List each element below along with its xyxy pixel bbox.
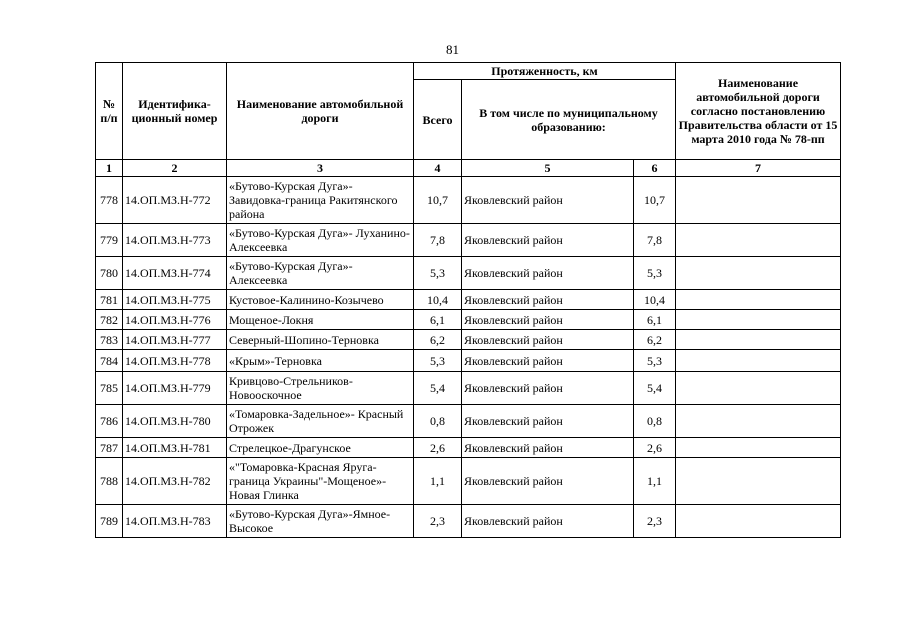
length-total: 0,8 <box>414 405 462 438</box>
table-row <box>96 290 841 310</box>
length-total: 5,4 <box>414 372 462 405</box>
row-number: 783 <box>96 330 123 350</box>
column-numbers-row <box>96 160 841 177</box>
table-row <box>96 350 841 372</box>
length-total: 6,1 <box>414 310 462 330</box>
district: Яковлевский район <box>462 224 634 257</box>
column-number: 5 <box>462 160 634 177</box>
district: Яковлевский район <box>462 330 634 350</box>
district: Яковлевский район <box>462 458 634 505</box>
length-district: 10,4 <box>634 290 676 310</box>
resolution-name <box>676 224 841 257</box>
header-num: № п/п <box>96 63 123 160</box>
header-length: Протяженность, км <box>414 63 676 80</box>
column-number: 7 <box>676 160 841 177</box>
table-row <box>96 224 841 257</box>
length-district: 0,8 <box>634 405 676 438</box>
length-district: 5,3 <box>634 257 676 290</box>
district: Яковлевский район <box>462 372 634 405</box>
row-number: 778 <box>96 177 123 224</box>
row-number: 781 <box>96 290 123 310</box>
length-district: 1,1 <box>634 458 676 505</box>
length-total: 5,3 <box>414 257 462 290</box>
row-number: 786 <box>96 405 123 438</box>
road-name: «Бутово-Курская Дуга»- Завидовка-граница Ракитянского района <box>227 177 414 224</box>
road-id: 14.ОП.МЗ.Н-778 <box>123 350 227 372</box>
header-name: Наименование автомобильной дороги <box>227 63 414 160</box>
table-row <box>96 177 841 224</box>
length-district: 6,1 <box>634 310 676 330</box>
column-number: 1 <box>96 160 123 177</box>
column-number: 4 <box>414 160 462 177</box>
length-district: 5,4 <box>634 372 676 405</box>
district: Яковлевский район <box>462 505 634 538</box>
district: Яковлевский район <box>462 177 634 224</box>
table-row <box>96 330 841 350</box>
road-id: 14.ОП.МЗ.Н-773 <box>123 224 227 257</box>
district: Яковлевский район <box>462 350 634 372</box>
page-number: 81 <box>446 42 459 57</box>
road-id: 14.ОП.МЗ.Н-782 <box>123 458 227 505</box>
road-id: 14.ОП.МЗ.Н-781 <box>123 438 227 458</box>
road-name: «Бутово-Курская Дуга»- Луханино-Алексеевка <box>227 224 414 257</box>
road-id: 14.ОП.МЗ.Н-777 <box>123 330 227 350</box>
table-row <box>96 257 841 290</box>
column-number: 2 <box>123 160 227 177</box>
row-number: 782 <box>96 310 123 330</box>
length-total: 10,4 <box>414 290 462 310</box>
district: Яковлевский район <box>462 310 634 330</box>
road-name: Стрелецкое-Драгунское <box>227 438 414 458</box>
resolution-name <box>676 405 841 438</box>
length-total: 6,2 <box>414 330 462 350</box>
length-district: 2,6 <box>634 438 676 458</box>
length-total: 7,8 <box>414 224 462 257</box>
road-id: 14.ОП.МЗ.Н-776 <box>123 310 227 330</box>
resolution-name <box>676 438 841 458</box>
resolution-name <box>676 458 841 505</box>
district: Яковлевский район <box>462 290 634 310</box>
length-total: 5,3 <box>414 350 462 372</box>
resolution-name <box>676 505 841 538</box>
row-number: 784 <box>96 350 123 372</box>
resolution-name <box>676 290 841 310</box>
road-id: 14.ОП.МЗ.Н-775 <box>123 290 227 310</box>
table-row <box>96 438 841 458</box>
length-district: 6,2 <box>634 330 676 350</box>
header-total: Всего <box>414 80 462 160</box>
table-row <box>96 372 841 405</box>
header-including: В том числе по муниципальному образованию: <box>462 80 676 160</box>
table-row <box>96 505 841 538</box>
district: Яковлевский район <box>462 257 634 290</box>
length-total: 1,1 <box>414 458 462 505</box>
length-district: 10,7 <box>634 177 676 224</box>
road-name: Северный-Шопино-Терновка <box>227 330 414 350</box>
resolution-name <box>676 177 841 224</box>
row-number: 787 <box>96 438 123 458</box>
district: Яковлевский район <box>462 405 634 438</box>
road-id: 14.ОП.МЗ.Н-783 <box>123 505 227 538</box>
length-total: 2,3 <box>414 505 462 538</box>
row-number: 780 <box>96 257 123 290</box>
row-number: 779 <box>96 224 123 257</box>
length-district: 7,8 <box>634 224 676 257</box>
table-row <box>96 405 841 438</box>
resolution-name <box>676 350 841 372</box>
table-row <box>96 310 841 330</box>
length-district: 5,3 <box>634 350 676 372</box>
header-id: Идентифика- ционный номер <box>123 63 227 160</box>
road-name: Кустовое-Калинино-Козычево <box>227 290 414 310</box>
row-number: 789 <box>96 505 123 538</box>
road-name: Мощеное-Локня <box>227 310 414 330</box>
column-number: 6 <box>634 160 676 177</box>
roads-table <box>95 62 841 538</box>
row-number: 788 <box>96 458 123 505</box>
row-number: 785 <box>96 372 123 405</box>
road-name: «Томаровка-Задельное»- Красный Отрожек <box>227 405 414 438</box>
road-name: «"Томаровка-Красная Яруга- граница Украины"-Мощеное»- Новая Глинка <box>227 458 414 505</box>
resolution-name <box>676 372 841 405</box>
table-row <box>96 458 841 505</box>
header-resolution: Наименование автомобильной дороги согласно постановлению Правительства области от 15 марта 2010 года № 78-пп <box>676 63 841 160</box>
road-id: 14.ОП.МЗ.Н-774 <box>123 257 227 290</box>
length-total: 10,7 <box>414 177 462 224</box>
resolution-name <box>676 330 841 350</box>
road-name: Кривцово-Стрельников- Новооскочное <box>227 372 414 405</box>
column-number: 3 <box>227 160 414 177</box>
road-id: 14.ОП.МЗ.Н-772 <box>123 177 227 224</box>
road-id: 14.ОП.МЗ.Н-779 <box>123 372 227 405</box>
district: Яковлевский район <box>462 438 634 458</box>
resolution-name <box>676 310 841 330</box>
road-name: «Бутово-Курская Дуга»- Алексеевка <box>227 257 414 290</box>
resolution-name <box>676 257 841 290</box>
length-total: 2,6 <box>414 438 462 458</box>
road-name: «Бутово-Курская Дуга»-Ямное- Высокое <box>227 505 414 538</box>
length-district: 2,3 <box>634 505 676 538</box>
road-name: «Крым»-Терновка <box>227 350 414 372</box>
road-id: 14.ОП.МЗ.Н-780 <box>123 405 227 438</box>
